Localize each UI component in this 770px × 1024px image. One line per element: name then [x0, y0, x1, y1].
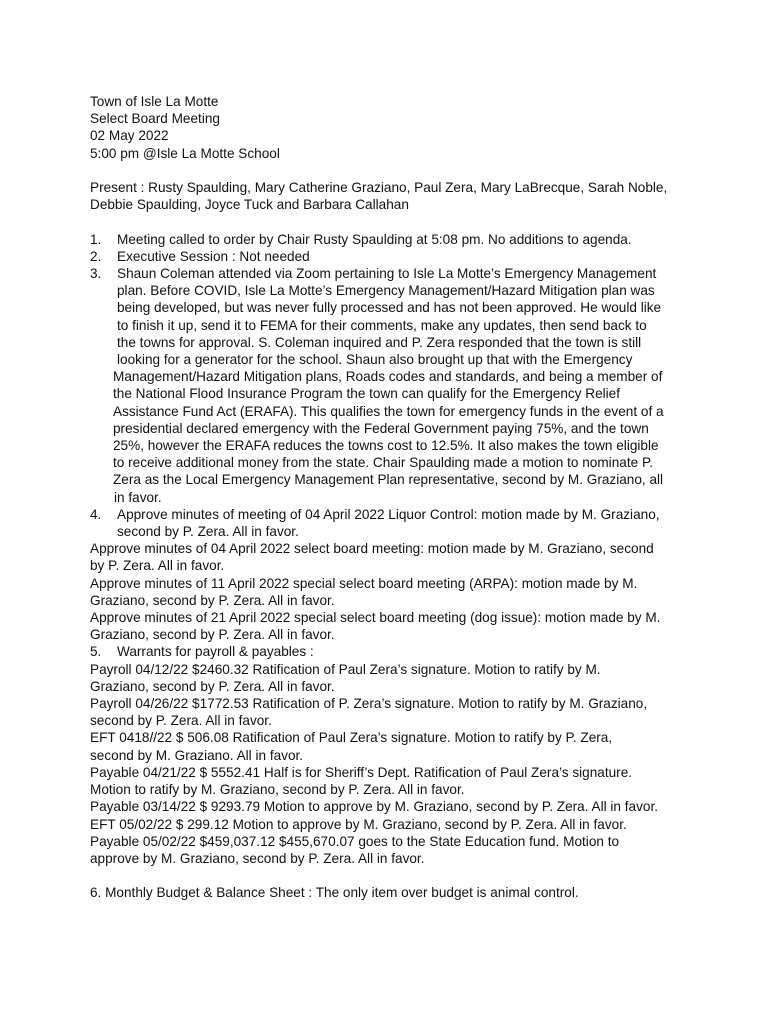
header-block — [90, 93, 690, 162]
approval-line: by P. Zera. All in favor. — [90, 558, 225, 574]
present-line: Present : Rusty Spaulding, Mary Catherine Graziano, Paul Zera, Mary LaBrecque, Sarah Noble, — [90, 180, 668, 195]
warrant-line: second by M. Graziano. All in favor. — [90, 747, 304, 763]
meeting-date: 02 May 2022 — [90, 128, 169, 144]
agenda-item-5 — [90, 643, 690, 660]
item-text: Zera as the Local Emergency Management Plan representative, second by M. Graziano, all — [113, 472, 664, 488]
present-block — [90, 179, 690, 213]
item-text: looking for a generator for the school. Shaun also brought up that with the Emergency — [117, 352, 633, 368]
minutes-approvals — [90, 540, 690, 643]
warrant-line: second by P. Zera. All in favor. — [90, 713, 272, 729]
item-text: 25%, however the ERAFA reduces the towns cost to 12.5%. It also makes the town eligible — [113, 438, 659, 454]
item-text: Assistance Fund Act (ERAFA). This qualifies the town for emergency funds in the event of a — [113, 403, 664, 419]
meeting-title: Select Board Meeting — [90, 111, 220, 127]
warrant-line: approve by M. Graziano, second by P. Zera. All in favor. — [90, 850, 425, 866]
item-text: Warrants for payroll & payables : — [117, 644, 314, 660]
item-number: 4. — [90, 506, 102, 522]
agenda-item-1 — [90, 231, 690, 248]
item-text: Executive Session : Not needed — [117, 248, 310, 264]
item-text: Meeting called to order by Chair Rusty Spaulding at 5:08 pm. No additions to agenda. — [117, 231, 632, 247]
warrants-list — [90, 661, 690, 867]
approval-line: Graziano, second by P. Zera. All in favor. — [90, 592, 335, 608]
item-text: to receive additional money from the state. Chair Spaulding made a motion to nominate P. — [113, 455, 654, 471]
agenda-item-2 — [90, 248, 690, 265]
warrant-line: Payable 04/21/22 $ 5552.41 Half is for Sheriff’s Dept. Ratification of Paul Zera’s signature. — [90, 764, 633, 780]
item-text: the towns for approval. S. Coleman inquired and P. Zera responded that the town is still — [117, 334, 642, 350]
warrant-line: Graziano, second by P. Zera. All in favor. — [90, 678, 335, 694]
minutes-body — [90, 93, 690, 902]
warrant-line: EFT 05/02/22 $ 299.12 Motion to approve by M. Graziano, second by P. Zera. All in favor. — [90, 816, 627, 832]
warrant-line: EFT 0418//22 $ 506.08 Ratification of Paul Zera’s signature. Motion to ratify by P. Zera, — [90, 730, 613, 746]
town-name: Town of Isle La Motte — [90, 94, 219, 109]
item-text: the National Flood Insurance Program the town can qualify for the Emergency Relief — [113, 386, 621, 402]
warrant-line: Payable 05/02/22 $459,037.12 $455,670.07 goes to the State Education fund. Motion to — [90, 833, 620, 849]
item-text: 6. Monthly Budget & Balance Sheet : The only item over budget is animal control. — [90, 885, 579, 901]
item-text: second by P. Zera. All in favor. — [117, 524, 299, 540]
agenda-item-3 — [90, 265, 690, 506]
item-text: being developed, but was never fully processed and has not been approved. He would like — [117, 300, 662, 316]
warrant-line: Payable 03/14/22 $ 9293.79 Motion to approve by M. Graziano, second by P. Zera. All in favor. — [90, 799, 659, 815]
warrant-line: Payroll 04/12/22 $2460.32 Ratification of Paul Zera’s signature. Motion to ratify by M. — [90, 661, 601, 677]
item-number: 3. — [90, 266, 102, 281]
meeting-time-place: 5:00 pm @Isle La Motte School — [90, 145, 280, 161]
item-text: Management/Hazard Mitigation plans, Roads codes and standards, and being a member of — [113, 369, 663, 385]
agenda-item-6 — [90, 884, 690, 901]
warrant-line: Payroll 04/26/22 $1772.53 Ratification of P. Zera’s signature. Motion to ratify by M. Graziano, — [90, 696, 648, 712]
approval-line: Approve minutes of 11 April 2022 special select board meeting (ARPA): motion made by M. — [90, 575, 638, 591]
present-line: Debbie Spaulding, Joyce Tuck and Barbara Callahan — [90, 197, 409, 213]
item-text: Approve minutes of meeting of 04 April 2022 Liquor Control: motion made by M. Graziano, — [117, 506, 660, 522]
approval-line: Approve minutes of 04 April 2022 select board meeting: motion made by M. Graziano, second — [90, 541, 654, 557]
item-text: to finish it up, send it to FEMA for their comments, make any updates, then send back to — [117, 317, 647, 333]
warrant-line: Motion to ratify by M. Graziano, second by P. Zera. All in favor. — [90, 782, 465, 798]
item-text: in favor. — [114, 489, 162, 505]
item-number: 1. — [90, 231, 102, 247]
item-text: Shaun Coleman attended via Zoom pertaining to Isle La Motte’s Emergency Management — [117, 266, 657, 281]
item-number: 5. — [90, 644, 102, 660]
item-number: 2. — [90, 248, 102, 264]
agenda-item-4 — [90, 506, 690, 540]
approval-line: Approve minutes of 21 April 2022 special select board meeting (dog issue): motion made by M. — [90, 610, 661, 626]
approval-line: Graziano, second by P. Zera. All in favor. — [90, 627, 335, 643]
item-text: presidential declared emergency with the Federal Government paying 75%, and the town — [113, 420, 649, 436]
item-text: plan. Before COVID, Isle La Motte’s Emergency Management/Hazard Mitigation plan was — [117, 283, 655, 299]
